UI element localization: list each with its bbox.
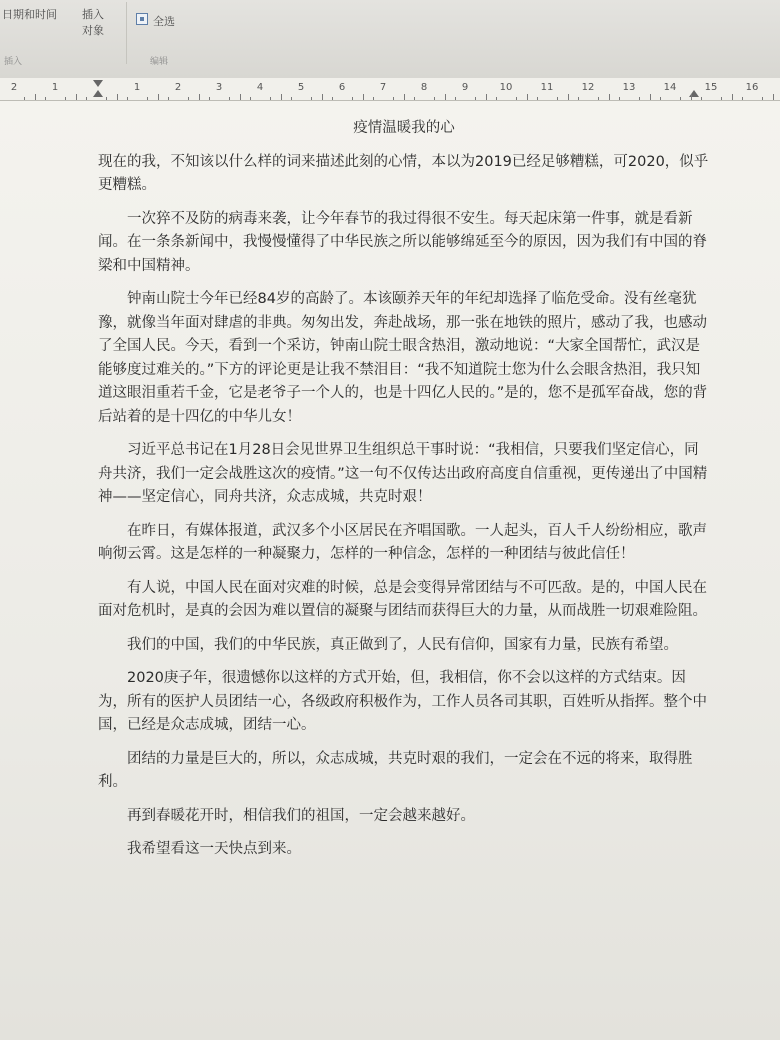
ruler-label: 2 xyxy=(174,82,182,93)
ruler-label: 1 xyxy=(51,82,59,93)
ruler-tick xyxy=(117,94,118,100)
ruler-label: 10 xyxy=(499,82,513,93)
ruler-tick xyxy=(486,94,487,100)
ruler-tick xyxy=(537,97,538,100)
ruler-tick xyxy=(209,97,210,100)
ruler-tick xyxy=(229,97,230,100)
ruler-tick xyxy=(660,97,661,100)
ruler-tick xyxy=(434,97,435,100)
ruler-tick xyxy=(639,97,640,100)
date-time-button[interactable]: 日期和时间 xyxy=(2,8,57,21)
ruler-tick xyxy=(568,94,569,100)
ruler-tick xyxy=(322,94,323,100)
ruler-tick xyxy=(106,97,107,100)
document-title: 疫情温暖我的心 xyxy=(353,120,455,136)
ruler-label: 4 xyxy=(256,82,264,93)
ruler-tick xyxy=(404,94,405,100)
ruler-tick xyxy=(332,97,333,100)
insert-object-button-line1[interactable]: 插入 xyxy=(82,8,104,21)
paragraph: 我希望看这一天快点到来。 xyxy=(127,841,301,857)
ribbon-toolbar xyxy=(0,0,780,79)
ruler-tick xyxy=(281,94,282,100)
ruler-tick xyxy=(373,97,374,100)
ruler-tick xyxy=(598,97,599,100)
ruler-tick xyxy=(188,97,189,100)
ruler-tick xyxy=(455,97,456,100)
select-all-icon[interactable] xyxy=(136,13,148,25)
ruler-tick xyxy=(619,97,620,100)
ruler-tick xyxy=(475,97,476,100)
ruler-label: 11 xyxy=(540,82,554,93)
first-line-indent-marker[interactable] xyxy=(93,80,103,87)
ribbon-separator xyxy=(126,2,127,64)
ruler-label: 1 xyxy=(133,82,141,93)
document-page[interactable] xyxy=(0,101,780,1040)
ruler-tick xyxy=(742,97,743,100)
ruler-label: 13 xyxy=(622,82,636,93)
ruler-tick xyxy=(578,97,579,100)
ruler-tick xyxy=(363,94,364,100)
ruler-tick xyxy=(680,97,681,100)
paragraph: 在昨日，有媒体报道，武汉多个小区居民在齐唱国歌。一人起头，百人千人纷纷相应，歌声响彻云霄。这是怎样的一种凝聚力，怎样的一种信念，怎样的一种团结与彼此信任！ xyxy=(98,522,707,562)
ruler-tick xyxy=(732,94,733,100)
ruler-label: 7 xyxy=(379,82,387,93)
ruler-tick xyxy=(291,97,292,100)
ruler-tick xyxy=(311,97,312,100)
ruler-label: 3 xyxy=(215,82,223,93)
group-insert-label: 插入 xyxy=(4,57,23,67)
ruler-tick xyxy=(516,97,517,100)
ruler-tick xyxy=(250,97,251,100)
ruler-tick xyxy=(773,94,774,100)
ruler-label: 15 xyxy=(704,82,718,93)
ruler-label: 16 xyxy=(745,82,759,93)
ruler-tick xyxy=(240,94,241,100)
ruler-tick xyxy=(86,97,87,100)
ruler-tick xyxy=(609,94,610,100)
ruler-tick xyxy=(701,97,702,100)
ruler-tick xyxy=(168,97,169,100)
ruler-tick xyxy=(24,97,25,100)
paragraph: 钟南山院士今年已经84岁的高龄了。本该颐养天年的年纪却选择了临危受命。没有丝毫犹豫，就像当年面对肆虐的非典。匆匆出发，奔赴战场，那一张在地铁的照片，感动了我，也感动了全国人民。今天，看到一个采访，钟南山院士眼含热泪，激动地说：“大家全国帮忙，武汉是能够度过难关的。”下方的评论更是让我不禁泪目：“我不知道院士您为什么会眼含热泪，我只知道这眼泪重若千金，它是老爷子一个人的，也是十四亿人民的。”是的，您不是孤军奋战，您的背后站着的是十四亿的中华儿女！ xyxy=(98,291,708,425)
ruler-tick xyxy=(158,94,159,100)
paragraph: 习近平总书记在1月28日会见世界卫生组织总干事时说：“我相信，只要我们坚定信心，同舟共济，我们一定会战胜这次的疫情。”这一句不仅传达出政府高度自信重视，更传递出了中国精神——坚定信心，同舟共济，众志成城，共克时艰！ xyxy=(98,442,708,505)
paragraph: 我们的中国，我们的中华民族，真正做到了，人民有信仰，国家有力量，民族有希望。 xyxy=(127,636,678,653)
ruler-tick xyxy=(352,97,353,100)
ruler-tick xyxy=(45,97,46,100)
horizontal-ruler[interactable] xyxy=(0,78,780,101)
ruler-tick xyxy=(650,94,651,100)
ruler-tick xyxy=(496,97,497,100)
ruler-tick xyxy=(35,94,36,100)
ruler-label: 9 xyxy=(461,82,469,93)
ruler-label: 8 xyxy=(420,82,428,93)
left-indent-marker[interactable] xyxy=(93,90,103,97)
group-edit-label: 编辑 xyxy=(150,57,169,67)
ruler-label: 6 xyxy=(338,82,346,93)
ruler-label: 14 xyxy=(663,82,677,93)
ruler-label: 12 xyxy=(581,82,595,93)
ruler-tick xyxy=(762,97,763,100)
paragraph: 团结的力量是巨大的，所以，众志成城，共克时艰的我们，一定会在不远的将来，取得胜利。 xyxy=(98,750,693,790)
ruler-tick xyxy=(721,97,722,100)
ruler-tick xyxy=(147,97,148,100)
ruler-tick xyxy=(393,97,394,100)
paragraph: 现在的我，不知该以什么样的词来描述此刻的心情，本以为2019已经足够糟糕，可2020，似乎更糟糕。 xyxy=(98,153,709,193)
select-all-button[interactable]: 全选 xyxy=(153,15,175,28)
paragraph: 一次猝不及防的病毒来袭，让今年春节的我过得很不安生。每天起床第一件事，就是看新闻。在一条条新闻中，我慢慢懂得了中华民族之所以能够绵延至今的原因，因为我们有中国的脊梁和中国精神。 xyxy=(98,210,707,274)
ruler-tick xyxy=(65,97,66,100)
ruler-tick xyxy=(199,94,200,100)
ruler-tick xyxy=(127,97,128,100)
insert-object-button-line2[interactable]: 对象 xyxy=(82,24,104,37)
ruler-label: 2 xyxy=(10,82,18,93)
document-body[interactable] xyxy=(98,117,710,872)
paragraph: 2020庚子年，很遗憾你以这样的方式开始，但，我相信，你不会以这样的方式结束。因为，所有的医护人员团结一心，各级政府积极作为，工作人员各司其职，百姓听从指挥。整个中国，已经是众志成城，团结一心。 xyxy=(98,670,707,733)
paragraph: 再到春暖花开时，相信我们的祖国，一定会越来越好。 xyxy=(127,807,475,824)
ruler-tick xyxy=(76,94,77,100)
ruler-tick xyxy=(557,97,558,100)
ruler-label: 5 xyxy=(297,82,305,93)
ruler-tick xyxy=(691,94,692,100)
ruler-tick xyxy=(445,94,446,100)
ruler-tick xyxy=(414,97,415,100)
ruler-tick xyxy=(527,94,528,100)
ruler-tick xyxy=(270,97,271,100)
paragraph: 有人说，中国人民在面对灾难的时候，总是会变得异常团结与不可匹敌。是的，中国人民在面对危机时，是真的会因为难以置信的凝聚与团结而获得巨大的力量，从而战胜一切艰难险阻。 xyxy=(98,579,707,619)
